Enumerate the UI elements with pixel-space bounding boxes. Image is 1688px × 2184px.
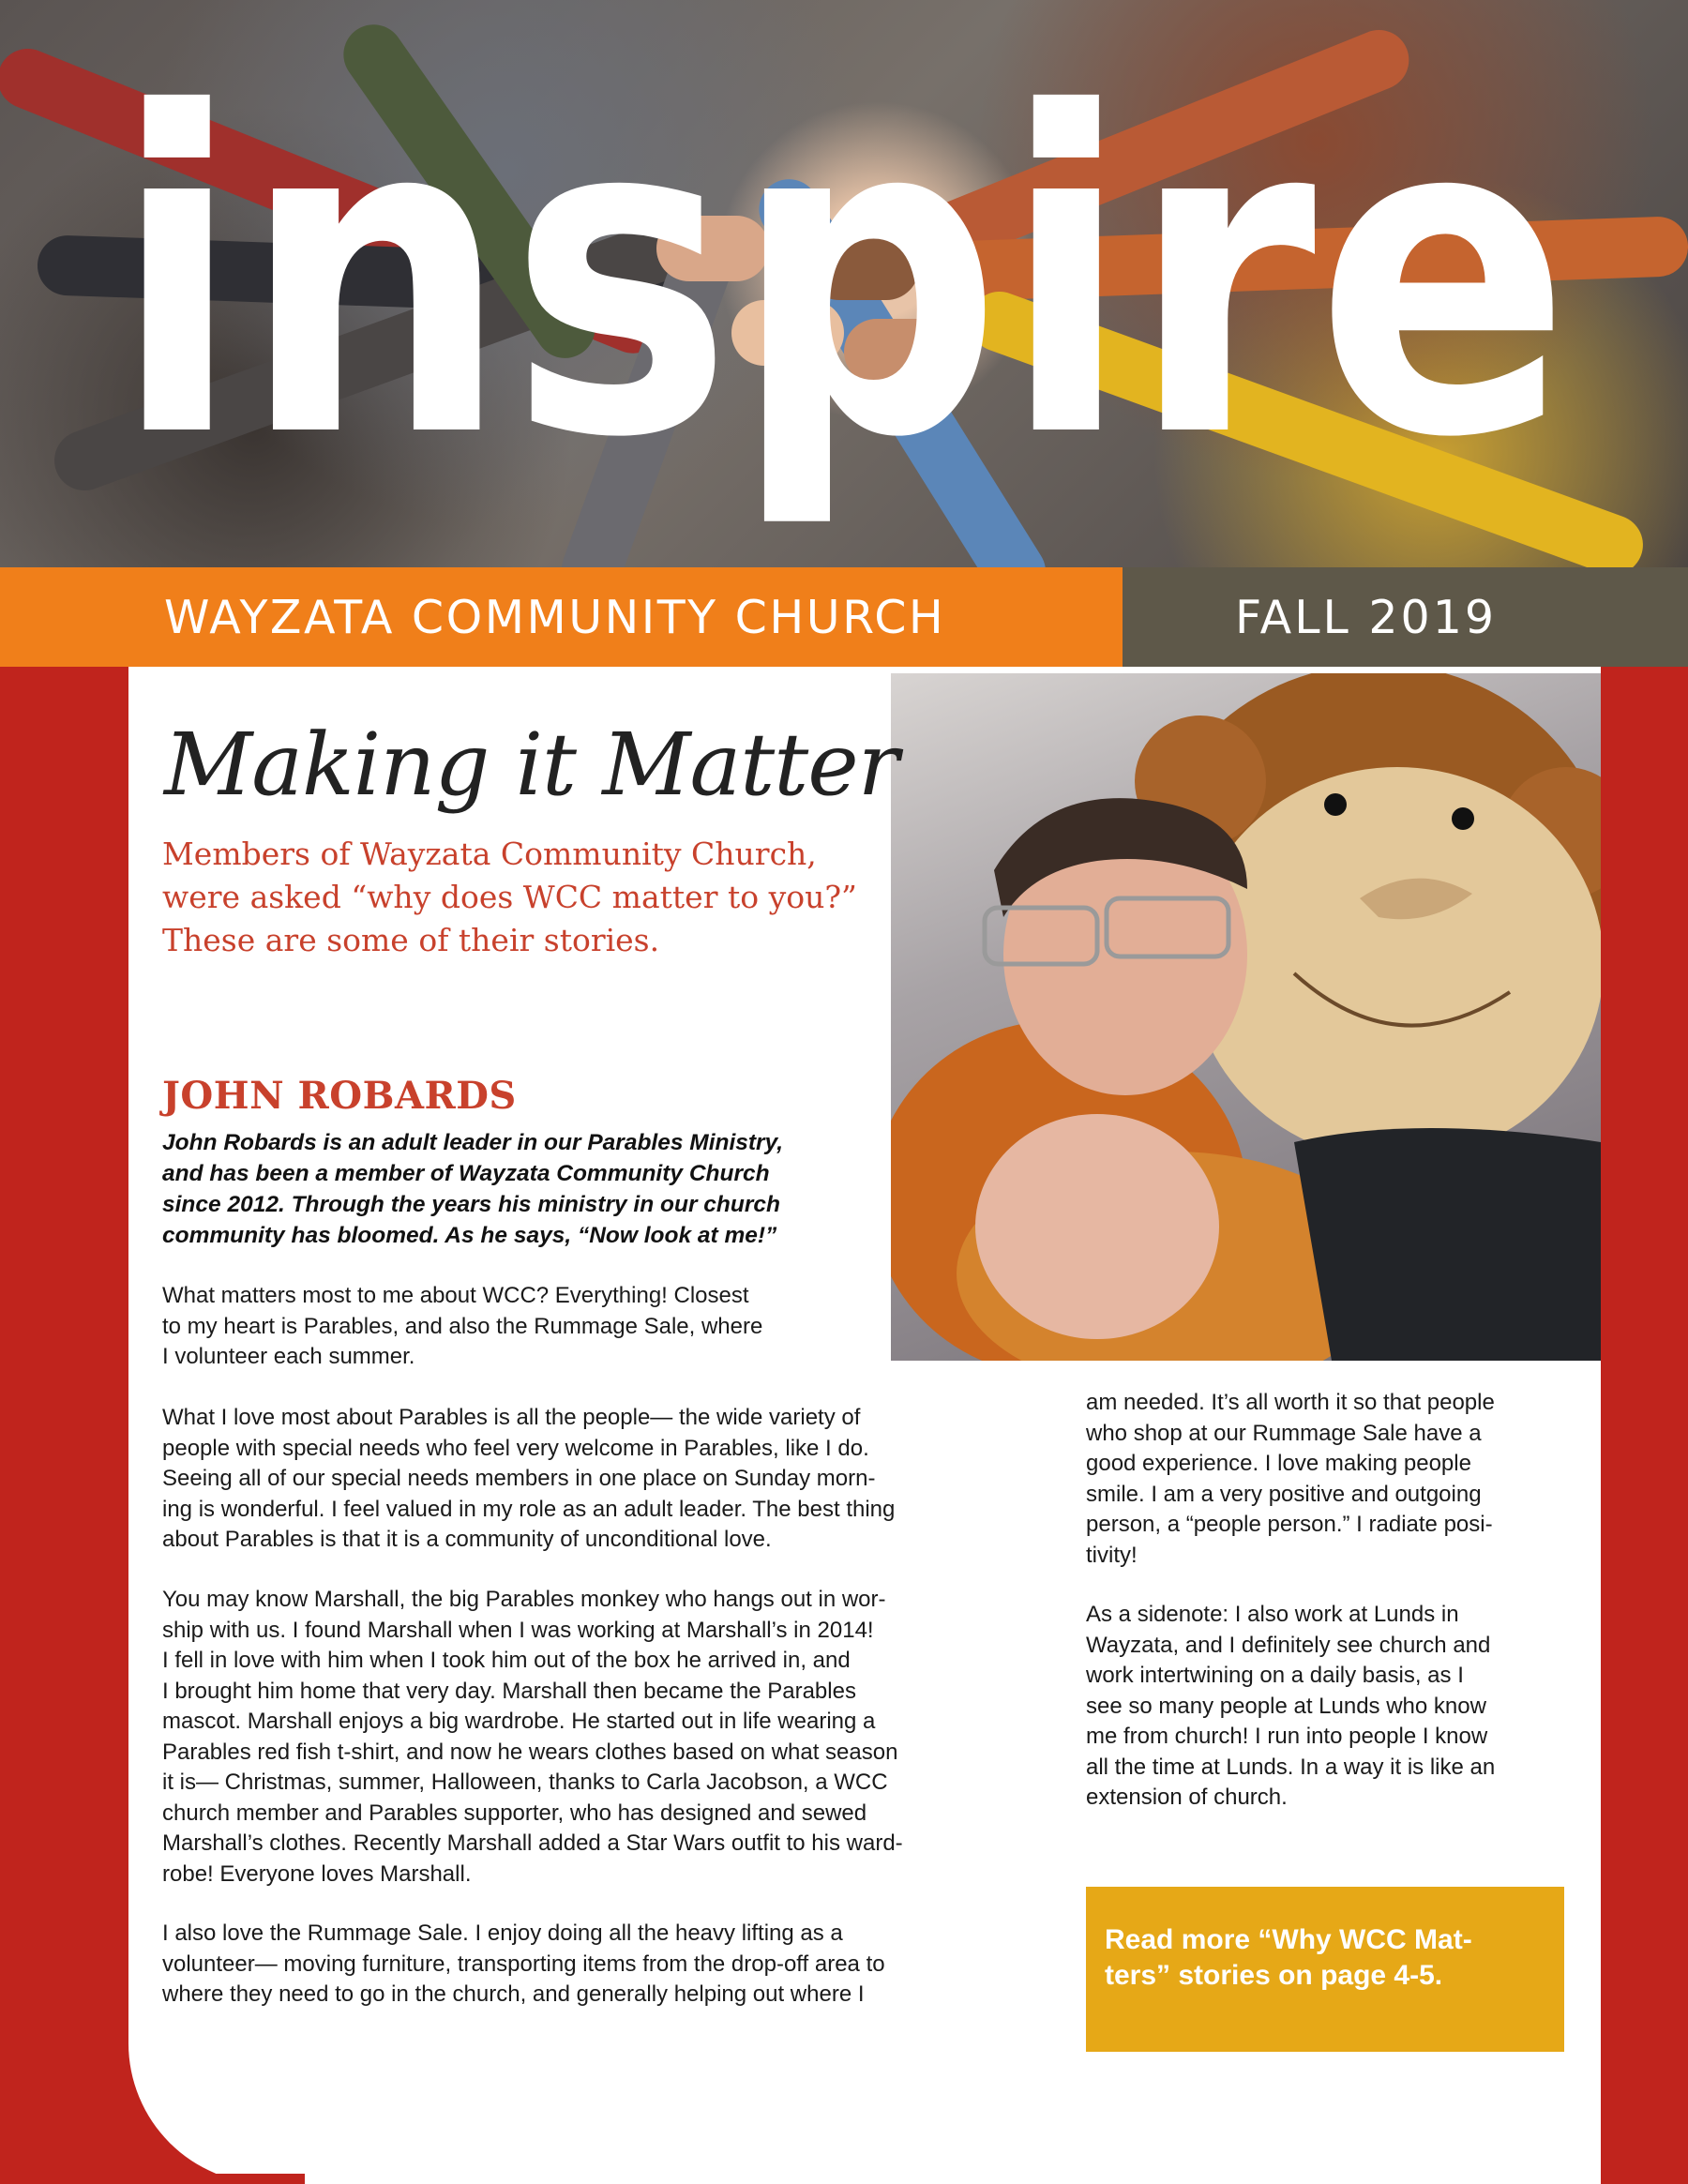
text-line: see so many people at Lunds who know [1086, 1693, 1486, 1719]
callout-line: Read more “Why WCC Mat- [1105, 1924, 1472, 1955]
text-line: As a sidenote: I also work at Lunds in [1086, 1602, 1459, 1627]
masthead-text: inspire [113, 21, 1571, 534]
text-line: tivity! [1086, 1542, 1138, 1568]
text-line: ship with us. I found Marshall when I was working at Marshall’s in 2014! [162, 1617, 874, 1643]
text-line: ing is wonderful. I feel valued in my role as an adult leader. The best thing [162, 1496, 896, 1522]
paragraph-2 [162, 1403, 895, 1556]
text-line: smile. I am a very positive and outgoing [1086, 1481, 1482, 1507]
intro-line: community has bloomed. As he says, “Now look at me!” [162, 1223, 777, 1248]
text-line: am needed. It’s all worth it so that people [1086, 1390, 1495, 1415]
text-line: I volunteer each summer. [162, 1344, 415, 1369]
paragraph-3 [162, 1585, 903, 1890]
text-line: people with special needs who feel very welcome in Parables, like I do. [162, 1435, 869, 1461]
subtitle-line: These are some of their stories. [162, 922, 660, 958]
text-line: work intertwining on a daily basis, as I [1086, 1663, 1464, 1688]
text-line: Seeing all of our special needs members in one place on Sunday morn- [162, 1466, 876, 1491]
paragraph-right-1 [1086, 1388, 1495, 1571]
profile-intro [162, 1127, 884, 1251]
read-more-callout[interactable] [1086, 1887, 1564, 2052]
banner-season [1123, 567, 1688, 667]
text-line: I also love the Rummage Sale. I enjoy doing all the heavy lifting as a [162, 1920, 843, 1946]
profile-name: JOHN ROBARDS [162, 1074, 517, 1118]
banner-church [0, 567, 1123, 667]
text-line: all the time at Lunds. In a way it is like an [1086, 1754, 1496, 1780]
text-line: volunteer— moving furniture, transporting items from the drop-off area to [162, 1951, 885, 1977]
text-line: Parables red fish t-shirt, and now he wears clothes based on what season [162, 1739, 898, 1765]
text-line: mascot. Marshall enjoys a big wardrobe. He started out in life wearing a [162, 1709, 876, 1734]
text-line: me from church! I run into people I know [1086, 1724, 1488, 1749]
issue-season: FALL 2019 [1235, 590, 1498, 644]
text-line: extension of church. [1086, 1785, 1288, 1810]
text-line: who shop at our Rummage Sale have a [1086, 1420, 1482, 1446]
paragraph-4 [162, 1919, 885, 2011]
text-line: I fell in love with him when I took him out of the box he arrived in, and [162, 1648, 851, 1673]
masthead [113, 0, 1688, 567]
monkey-face [1191, 767, 1601, 1161]
text-line: it is— Christmas, summer, Halloween, thanks to Carla Jacobson, a WCC [162, 1770, 888, 1795]
paragraph-1 [162, 1281, 762, 1373]
text-line: person, a “people person.” I radiate posi- [1086, 1512, 1493, 1537]
text-line: What I love most about Parables is all the people— the wide variety of [162, 1405, 861, 1430]
paragraph-right-2 [1086, 1600, 1495, 1814]
text-line: where they need to go in the church, and generally helping out where I [162, 1981, 865, 2007]
monkey-eye [1324, 793, 1347, 816]
intro-line: and has been a member of Wayzata Community Church [162, 1161, 770, 1186]
hero-photo [0, 0, 1688, 567]
bottom-ribbon [128, 2174, 305, 2184]
monkey-eye [1452, 807, 1474, 830]
subtitle-line: Members of Wayzata Community Church, [162, 836, 817, 872]
text-line: to my heart is Parables, and also the Rummage Sale, where [162, 1313, 763, 1339]
callout-line: ters” stories on page 4-5. [1105, 1960, 1443, 1991]
article-title: Making it Matter [164, 715, 898, 815]
text-line: Wayzata, and I definitely see church and [1086, 1632, 1491, 1658]
intro-line: since 2012. Through the years his ministry in our church [162, 1192, 780, 1217]
portrait-photo [891, 673, 1601, 1361]
text-line: about Parables is that it is a community of unconditional love. [162, 1527, 772, 1552]
text-line: I brought him home that very day. Marshall then became the Parables [162, 1678, 856, 1704]
subtitle-line: were asked “why does WCC matter to you?” [162, 879, 857, 915]
text-line: church member and Parables supporter, who has designed and sewed [162, 1800, 867, 1826]
text-line: good experience. I love making people [1086, 1451, 1471, 1476]
church-name: WAYZATA COMMUNITY CHURCH [164, 590, 946, 644]
text-line: robe! Everyone loves Marshall. [162, 1860, 472, 1887]
article-subtitle [162, 833, 875, 962]
intro-line: John Robards is an adult leader in our Parables Ministry, [162, 1130, 784, 1155]
text-line: What matters most to me about WCC? Everything! Closest [162, 1283, 749, 1308]
portrait-illustration [891, 673, 1601, 1361]
person-sleeve [1294, 1128, 1601, 1361]
person-hand [975, 1114, 1219, 1339]
text-line: Marshall’s clothes. Recently Marshall added a Star Wars outfit to his ward- [162, 1830, 903, 1856]
text-line: You may know Marshall, the big Parables monkey who hangs out in wor- [162, 1587, 886, 1612]
